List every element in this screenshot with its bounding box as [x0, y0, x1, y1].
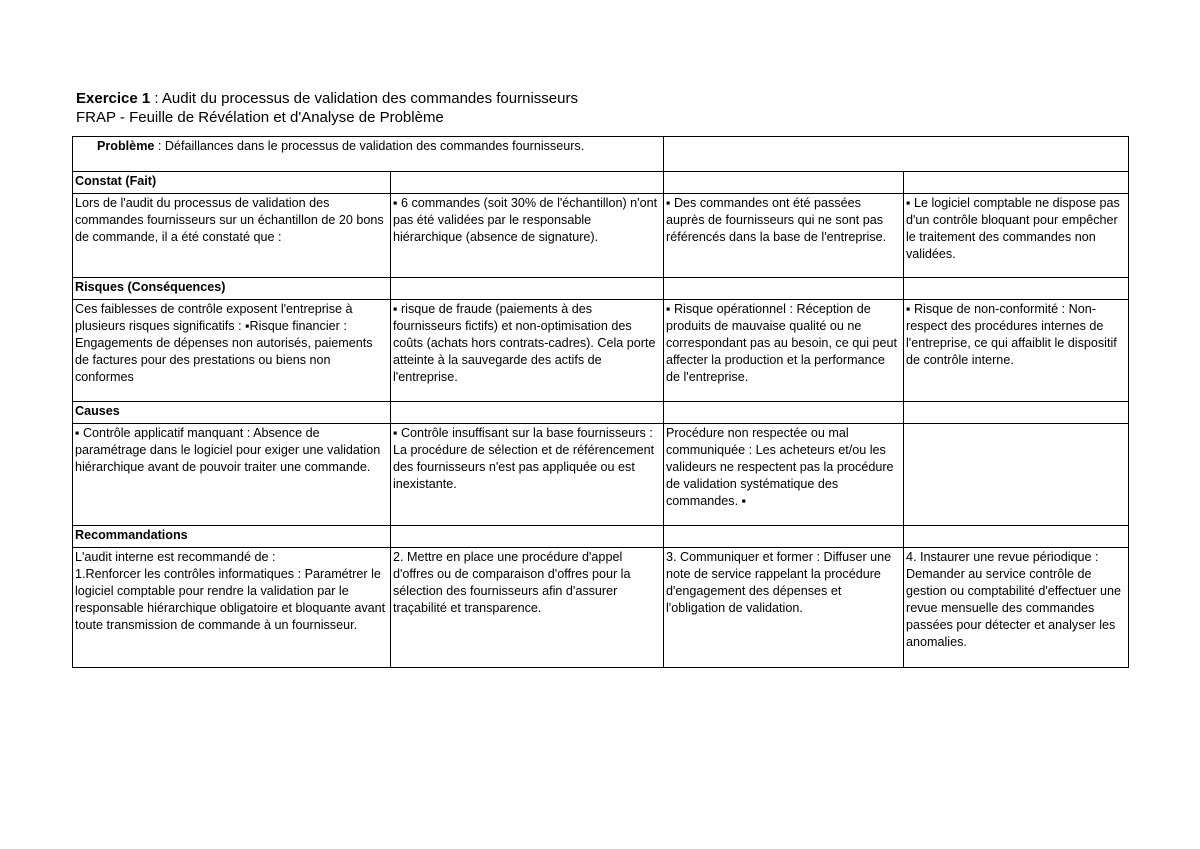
probleme-cell	[73, 137, 664, 172]
risques-heading-row	[73, 278, 1129, 300]
empty-cell	[391, 402, 664, 424]
recommandations-heading-row	[73, 526, 1129, 548]
empty-cell	[391, 526, 664, 548]
causes-cell-2: ▪ Contrôle insuffisant sur la base fournisseurs : La procédure de sélection et de référencement des fournisseurs n'est pas appliquée ou est inexistante.	[391, 424, 664, 526]
empty-cell	[664, 278, 904, 300]
empty-cell	[904, 172, 1129, 194]
probleme-text: : Défaillances dans le processus de validation des commandes fournisseurs.	[154, 139, 585, 153]
risques-row	[73, 300, 1129, 402]
risques-cell-3: ▪ Risque opérationnel : Réception de produits de mauvaise qualité ou ne correspondant pas au besoin, ce qui peut affecter la production et la performance de l'entreprise.	[664, 300, 904, 402]
probleme-empty-cell	[664, 137, 1129, 172]
empty-cell	[391, 278, 664, 300]
constat-cell-2: ▪ 6 commandes (soit 30% de l'échantillon) n'ont pas été validées par le responsable hiérarchique (absence de signature).	[391, 194, 664, 278]
causes-heading-row	[73, 402, 1129, 424]
causes-heading: Causes	[73, 402, 391, 424]
risques-heading: Risques (Conséquences)	[73, 278, 391, 300]
constat-cell-4: ▪ Le logiciel comptable ne dispose pas d'un contrôle bloquant pour empêcher le traitement des commandes non validées.	[904, 194, 1129, 278]
title-rest: : Audit du processus de validation des commandes fournisseurs	[150, 90, 578, 107]
frap-table	[72, 136, 1129, 668]
empty-cell	[664, 402, 904, 424]
causes-row	[73, 424, 1129, 526]
recommandations-cell-2: 2. Mettre en place une procédure d'appel d'offres ou de comparaison d'offres pour la sélection des fournisseurs afin d'assurer traçabilité et transparence.	[391, 548, 664, 668]
document-subtitle: FRAP - Feuille de Révélation et d'Analyse de Problème	[76, 109, 444, 126]
constat-cell-1: Lors de l'audit du processus de validation des commandes fournisseurs sur un échantillon de 20 bons de commande, il a été constaté que :	[73, 194, 391, 278]
recommandations-row	[73, 548, 1129, 668]
constat-cell-3: ▪ Des commandes ont été passées auprès de fournisseurs qui ne sont pas référencés dans la base de l'entreprise.	[664, 194, 904, 278]
constat-heading: Constat (Fait)	[73, 172, 391, 194]
constat-heading-row	[73, 172, 1129, 194]
recommandations-cell-4: 4. Instaurer une revue périodique : Demander au service contrôle de gestion ou comptabilité d'effectuer une revue mensuelle des commandes passées pour détecter et analyser les anomalies.	[904, 548, 1129, 668]
empty-cell	[391, 172, 664, 194]
recommandations-heading: Recommandations	[73, 526, 391, 548]
empty-cell	[904, 526, 1129, 548]
title-bold: Exercice 1	[76, 90, 151, 107]
empty-cell	[664, 172, 904, 194]
recommandations-cell-3: 3. Communiquer et former : Diffuser une note de service rappelant la procédure d'engagement des dépenses et l'obligation de validation.	[664, 548, 904, 668]
risques-cell-2: ▪ risque de fraude (paiements à des fournisseurs fictifs) et non-optimisation des coûts (achats hors contrats-cadres). Cela porte atteinte à la sauvegarde des actifs de l'entreprise.	[391, 300, 664, 402]
risques-cell-4: ▪ Risque de non-conformité : Non-respect des procédures internes de l'entreprise, ce qui affaiblit le dispositif de contrôle interne.	[904, 300, 1129, 402]
probleme-label: Problème	[97, 139, 155, 153]
empty-cell	[664, 526, 904, 548]
causes-cell-3: Procédure non respectée ou mal communiquée : Les acheteurs et/ou les valideurs ne respectent pas la procédure de validation systématique des commandes. ▪	[664, 424, 904, 526]
probleme-row	[73, 137, 1129, 172]
document-title	[76, 89, 578, 108]
risques-cell-1: Ces faiblesses de contrôle exposent l'entreprise à plusieurs risques significatifs : ▪Risque financier : Engagements de dépenses non autorisés, paiements de factures pour des prestations ou biens non conformes	[73, 300, 391, 402]
constat-row	[73, 194, 1129, 278]
causes-cell-4	[904, 424, 1129, 526]
causes-cell-1: ▪ Contrôle applicatif manquant : Absence de paramétrage dans le logiciel pour exiger une validation hiérarchique avant de pouvoir traiter une commande.	[73, 424, 391, 526]
empty-cell	[904, 278, 1129, 300]
empty-cell	[904, 402, 1129, 424]
recommandations-cell-1: L'audit interne est recommandé de : 1.Renforcer les contrôles informatiques : Paramétrer le logiciel comptable pour rendre la validation par le responsable hiérarchique obligatoire et bloquante avant toute transmission de commande à un fournisseur.	[73, 548, 391, 668]
